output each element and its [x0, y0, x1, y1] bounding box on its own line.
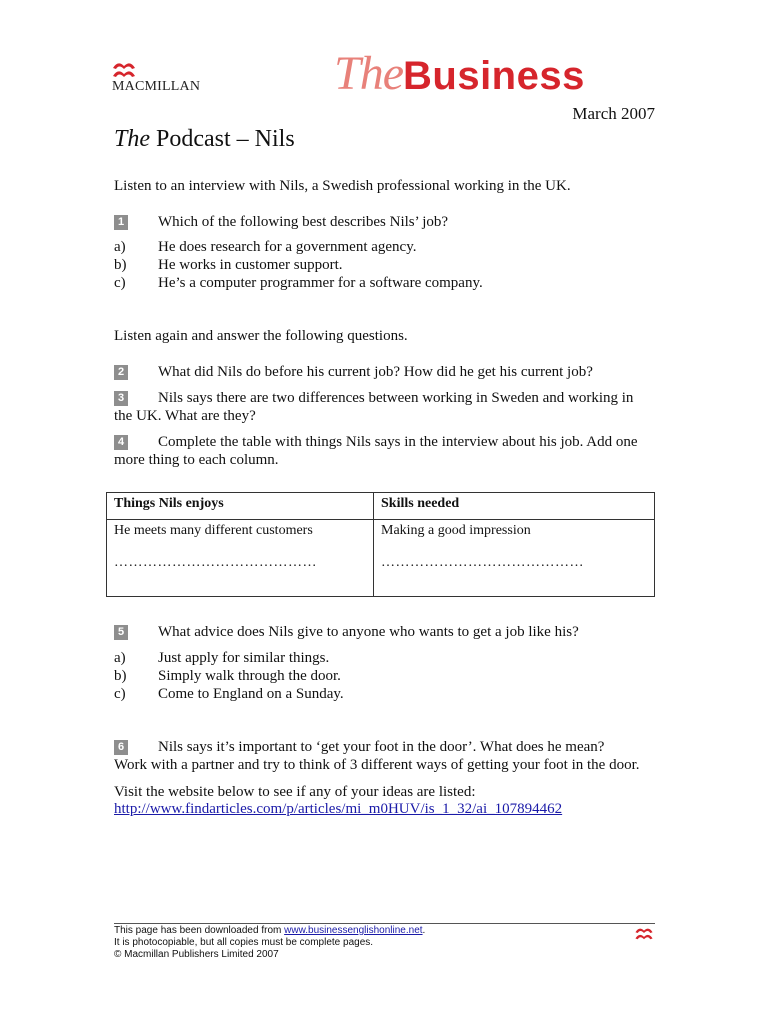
question-number-2: 2 [114, 365, 128, 380]
question-3 [114, 389, 633, 425]
footer-line-1 [114, 925, 655, 937]
page-title-rest: Podcast – Nils [150, 126, 295, 152]
answer-dots: …………………………………… [114, 555, 317, 570]
option-label: c) [114, 275, 126, 291]
question-4-text-line1: Complete the table with things Nils says in the interview about his job. Add one [158, 434, 638, 450]
list-item [114, 256, 634, 274]
question-6 [114, 738, 674, 774]
list-item [114, 685, 634, 703]
footer-line-2: It is photocopiable, but all copies must be complete pages. [114, 937, 374, 948]
option-label: b) [114, 668, 127, 684]
page-title-the: The [114, 126, 150, 152]
option-label: c) [114, 686, 126, 702]
table-cell-skills-text: Making a good impression [381, 523, 531, 538]
table-cell-enjoys[interactable] [107, 520, 374, 597]
footer-website-link[interactable]: www.businessenglishonline.net [284, 925, 423, 936]
publisher-name: MACMILLAN [112, 79, 201, 94]
visit-text: Visit the website below to see if any of your ideas are listed: [114, 784, 476, 800]
list-item [114, 238, 634, 256]
table-header-row [107, 493, 655, 520]
magazine-title-business: Business [403, 54, 585, 98]
question-1 [114, 213, 448, 231]
question-4-text-line2: more thing to each column. [114, 452, 279, 468]
table-header-enjoys: Things Nils enjoys [107, 493, 374, 520]
page-title [114, 126, 295, 153]
option-label: a) [114, 239, 126, 255]
table-header-skills: Skills needed [374, 493, 655, 520]
question-1-options [114, 238, 634, 292]
macmillan-logo-icon [112, 60, 136, 78]
intro-text: Listen to an interview with Nils, a Swedish professional working in the UK. [114, 178, 571, 194]
question-5 [114, 623, 579, 641]
question-3-text-line1: Nils says there are two differences between working in Sweden and working in [158, 390, 634, 406]
question-number-5: 5 [114, 625, 128, 640]
question-4 [114, 433, 638, 469]
question-5-text: What advice does Nils give to anyone who wants to get a job like his? [158, 624, 579, 640]
article-link[interactable]: http://www.findarticles.com/p/articles/mi_m0HUV/is_1_32/ai_107894462 [114, 801, 563, 817]
footer-line-1-suffix: . [422, 925, 426, 936]
option-label: b) [114, 257, 127, 273]
footer [114, 923, 655, 961]
question-1-text: Which of the following best describes Nils’ job? [158, 214, 449, 230]
option-text: He works in customer support. [158, 257, 343, 273]
list-item [114, 667, 634, 685]
table-cell-enjoys-text: He meets many different customers [114, 523, 313, 538]
issue-date: March 2007 [572, 104, 655, 123]
magazine-title [334, 47, 585, 100]
question-number-3: 3 [114, 391, 128, 406]
question-number-6: 6 [114, 740, 128, 755]
question-2-text: What did Nils do before his current job? How did he get his current job? [158, 364, 593, 380]
list-item [114, 649, 634, 667]
question-number-1: 1 [114, 215, 128, 230]
question-5-options [114, 649, 634, 703]
listen-again-text: Listen again and answer the following questions. [114, 328, 408, 344]
option-label: a) [114, 650, 126, 666]
option-text: He’s a computer programmer for a software company. [158, 275, 483, 291]
magazine-title-the: The [334, 47, 403, 100]
table-row [107, 520, 655, 597]
option-text: Come to England on a Sunday. [158, 686, 344, 702]
macmillan-footer-logo-icon [634, 926, 654, 940]
question-6-text-line1: Nils says it’s important to ‘get your foot in the door’. What does he mean? [158, 739, 605, 755]
question-6-text-line2: Work with a partner and try to think of 3 different ways of getting your foot in the door. [114, 757, 640, 773]
option-text: Just apply for similar things. [158, 650, 330, 666]
option-text: Simply walk through the door. [158, 668, 341, 684]
option-text: He does research for a government agency. [158, 239, 417, 255]
job-table [106, 492, 655, 597]
table-cell-skills[interactable] [374, 520, 655, 597]
footer-line-1-prefix: This page has been downloaded from [114, 925, 285, 936]
question-number-4: 4 [114, 435, 128, 450]
question-3-text-line2: the UK. What are they? [114, 408, 256, 424]
footer-line-3: © Macmillan Publishers Limited 2007 [114, 949, 279, 960]
answer-dots: …………………………………… [381, 555, 584, 570]
list-item [114, 274, 634, 292]
question-2 [114, 363, 593, 381]
